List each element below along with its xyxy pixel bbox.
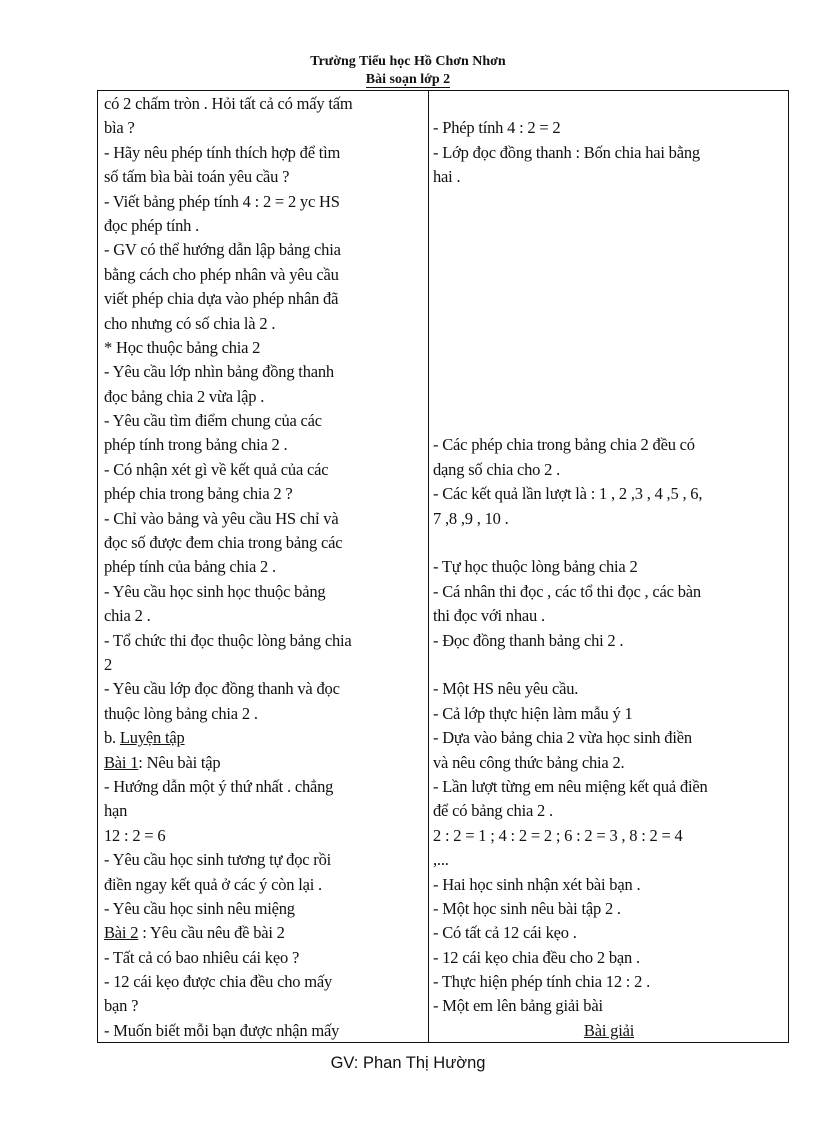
right-line: - Các kết quả lần lượt là : 1 , 2 ,3 , 4 ,5 , 6,: [433, 484, 703, 504]
right-line: - Cả lớp thực hiện làm mẫu ý 1: [433, 703, 633, 723]
left-line: phép tính trong bảng chia 2 .: [104, 435, 288, 455]
bai1-label: Bài 1: [104, 752, 139, 772]
bai1-rest: : Nêu bài tập: [138, 752, 221, 772]
right-line: [433, 360, 785, 384]
right-line: - Một học sinh nêu bài tập 2 .: [433, 898, 621, 918]
left-line: - Tổ chức thi đọc thuộc lòng bảng chia: [104, 630, 352, 650]
left-line: 12 : 2 = 6: [104, 825, 166, 845]
left-line: - Yêu cầu học sinh học thuộc bảng: [104, 581, 326, 601]
teacher-signature: GV: Phan Thị Hường: [330, 1054, 486, 1072]
right-line: - Lớp đọc đồng thanh : Bốn chia hai bằng: [433, 142, 700, 162]
right-line: - Dựa vào bảng chia 2 vừa học sinh điền: [433, 728, 692, 748]
left-line: - Có nhận xét gì về kết quả của các: [104, 459, 329, 479]
right-line: và nêu công thức bảng chia 2.: [433, 752, 625, 772]
left-line: đọc bảng chia 2 vừa lập .: [104, 386, 265, 406]
right-line: - Lần lượt từng em nêu miệng kết quả điền: [433, 776, 708, 796]
left-line: điền ngay kết quả ở các ý còn lại .: [104, 874, 322, 894]
left-line: - Yêu cầu học sinh nêu miệng: [104, 898, 295, 918]
right-line: dạng số chia cho 2 .: [433, 459, 561, 479]
right-line: - Một em lên bảng giải bài: [433, 996, 603, 1016]
right-line: thi đọc với nhau .: [433, 606, 545, 626]
right-line: ,...: [433, 850, 449, 870]
right-line: - Phép tính 4 : 2 = 2: [433, 118, 561, 138]
left-line: - Viết bảng phép tính 4 : 2 = 2 yc HS: [104, 191, 340, 211]
right-line: - Có tất cả 12 cái kẹo .: [433, 923, 577, 943]
left-line: đọc số được đem chia trong bảng các: [104, 533, 343, 553]
right-line: [433, 238, 785, 262]
bai2-line: [104, 921, 424, 945]
left-line: - Yêu cầu lớp nhìn bảng đồng thanh: [104, 362, 334, 382]
right-line: 2 : 2 = 1 ; 4 : 2 = 2 ; 6 : 2 = 3 , 8 : 2 = 4: [433, 825, 683, 845]
left-line: bằng cách cho phép nhân và yêu cầu: [104, 264, 339, 284]
left-line: có 2 chấm tròn . Hỏi tất cả có mấy tấm: [104, 94, 353, 113]
column-divider: [428, 90, 429, 1043]
left-line: - 12 cái kẹo được chia đều cho mấy: [104, 972, 333, 992]
left-line: - Chỉ vào bảng và yêu cầu HS chỉ và: [104, 508, 339, 528]
right-line: [433, 336, 785, 360]
right-line: [433, 653, 785, 677]
right-line: - Một HS nêu yêu cầu.: [433, 679, 579, 699]
right-line: - Tự học thuộc lòng bảng chia 2: [433, 557, 638, 577]
right-line: - 12 cái kẹo chia đều cho 2 bạn .: [433, 947, 640, 967]
right-line: [433, 312, 785, 336]
left-line: - Yêu cầu học sinh tương tự đọc rồi: [104, 850, 332, 870]
bai2-rest: : Yêu cầu nêu đề bài 2: [138, 923, 285, 943]
student-activities-column: [433, 92, 785, 1043]
section-b-prefix: b.: [104, 728, 120, 748]
left-line: viết phép chia dựa vào phép nhân đã: [104, 289, 339, 309]
right-line: [433, 214, 785, 238]
right-line: [433, 287, 785, 311]
left-line: phép chia trong bảng chia 2 ?: [104, 484, 293, 504]
bai-giai-label: Bài giải: [583, 1020, 635, 1040]
lesson-subtitle: [0, 72, 816, 88]
left-line: hạn: [104, 801, 128, 821]
left-line: - Yêu cầu tìm điểm chung của các: [104, 411, 322, 431]
right-line: [433, 409, 785, 433]
bai2-label: Bài 2: [104, 923, 139, 943]
bai-giai-heading: [433, 1019, 785, 1043]
right-line: - Thực hiện phép tính chia 12 : 2 .: [433, 972, 651, 992]
left-line: - Muốn biết mỗi bạn được nhận mấy: [104, 1020, 340, 1040]
left-line: bạn ?: [104, 996, 139, 1016]
section-b-title: Luyện tập: [119, 728, 185, 748]
left-line: - GV có thể hướng dẫn lập bảng chia: [104, 240, 341, 260]
right-line: để có bảng chia 2 .: [433, 801, 553, 821]
left-line: - Yêu cầu lớp đọc đồng thanh và đọc: [104, 679, 340, 699]
right-line: [433, 92, 785, 116]
left-line: đọc phép tính .: [104, 215, 200, 235]
left-line: cho nhưng có số chia là 2 .: [104, 313, 276, 333]
school-name: Trường Tiểu học Hồ Chơn Nhơn: [310, 54, 506, 69]
left-line: phép tính của bảng chia 2 .: [104, 557, 276, 577]
left-line: - Hướng dẫn một ý thứ nhất . chẳng: [104, 776, 334, 796]
left-line: * Học thuộc bảng chia 2: [104, 337, 261, 357]
left-line: bìa ?: [104, 118, 135, 138]
right-line: [433, 263, 785, 287]
left-line: 2: [104, 654, 113, 674]
left-line: chia 2 .: [104, 606, 151, 626]
section-b-line: [104, 726, 424, 750]
teacher-activities-column: [104, 92, 424, 1043]
right-line: - Cá nhân thi đọc , các tổ thi đọc , các bàn: [433, 581, 701, 601]
right-line: - Đọc đồng thanh bảng chi 2 .: [433, 630, 624, 650]
right-line: - Các phép chia trong bảng chia 2 đều có: [433, 435, 695, 455]
left-line: - Tất cả có bao nhiêu cái kẹo ?: [104, 947, 300, 967]
right-line: hai .: [433, 167, 461, 187]
left-line: - Hãy nêu phép tính thích hợp để tìm: [104, 142, 341, 162]
right-line: [433, 190, 785, 214]
lesson-subtitle-text: Bài soạn lớp 2: [365, 72, 451, 87]
right-line: - Hai học sinh nhận xét bài bạn .: [433, 874, 641, 894]
right-line: [433, 531, 785, 555]
left-line: thuộc lòng bảng chia 2 .: [104, 703, 258, 723]
left-line: số tấm bìa bài toán yêu cầu ?: [104, 167, 290, 187]
right-line: 7 ,8 ,9 , 10 .: [433, 508, 509, 528]
bai1-line: [104, 751, 424, 775]
right-line: [433, 385, 785, 409]
